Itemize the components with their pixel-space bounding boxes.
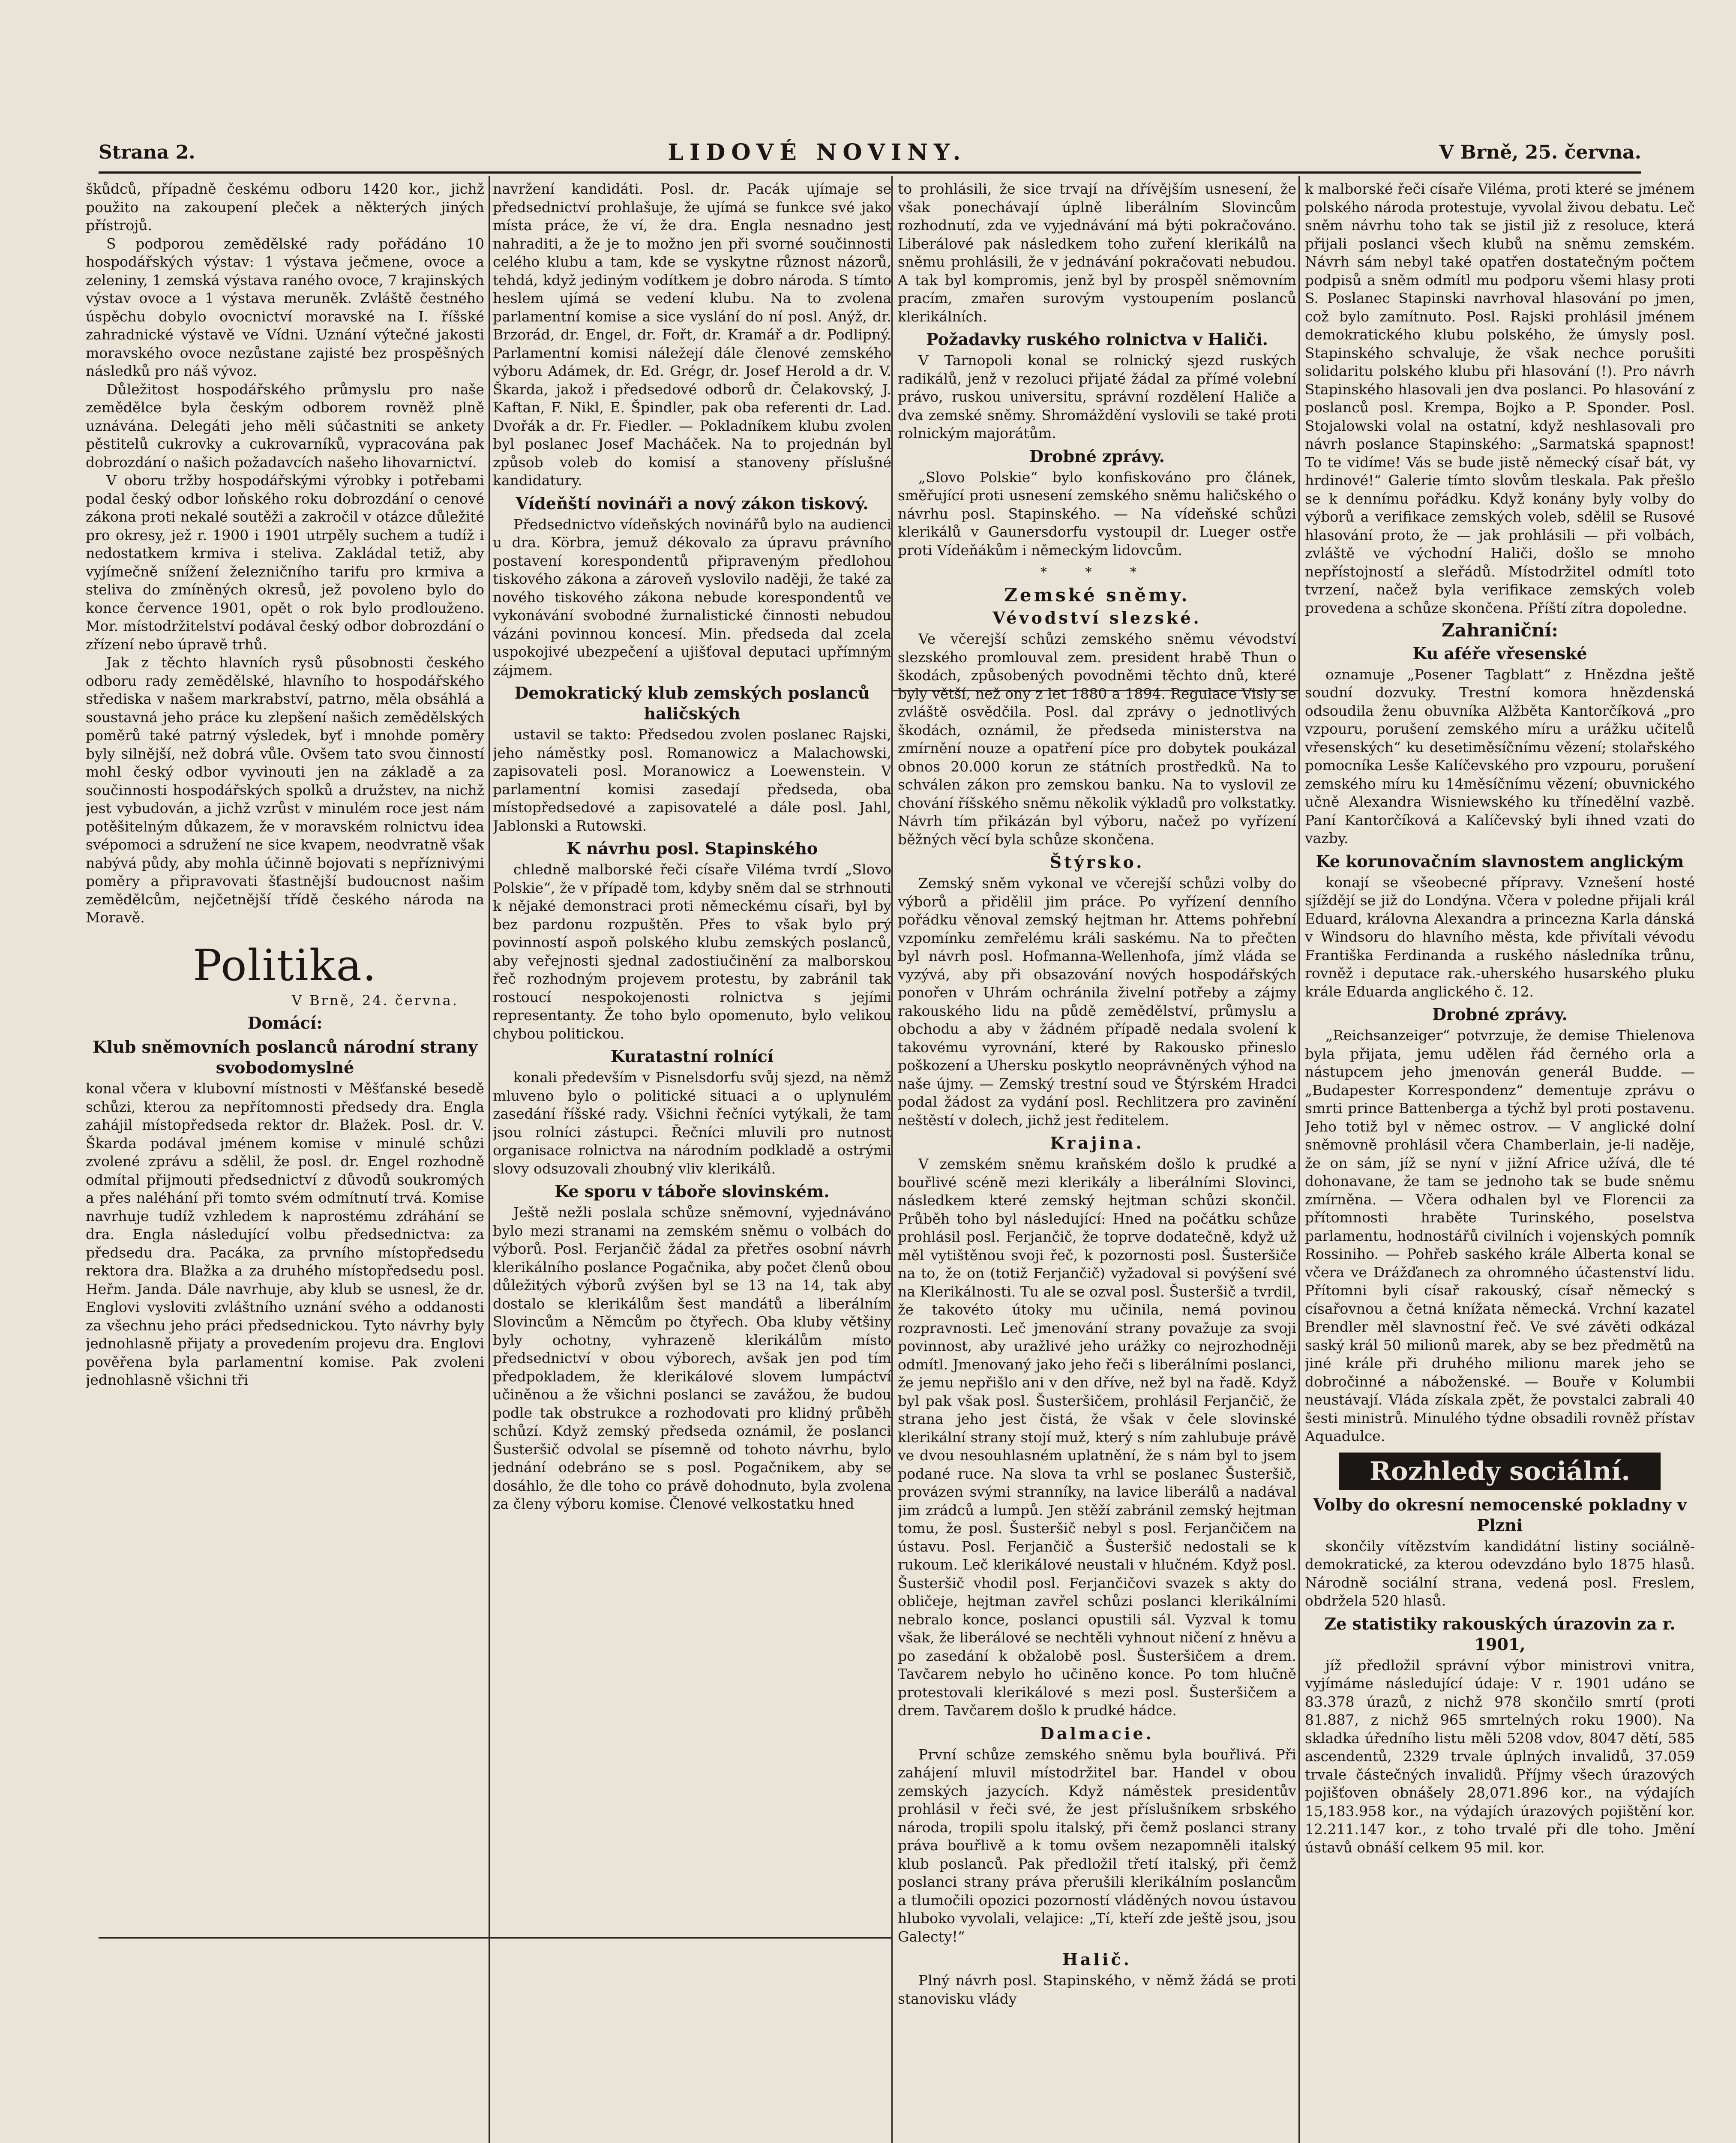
- article-head: K návrhu posl. Stapinského: [566, 839, 818, 858]
- article-head: Demokratický klub zemských poslanců haličských: [514, 683, 870, 723]
- article-head: Ke korunovačním slavnostem anglickým: [1316, 851, 1684, 871]
- article-paragraph: „Slovo Polskie“ bylo konfiskováno pro článek, směřující proti usnesení zemského sněmu haličského o návrhu posl. Stapinského. — Na vídeňské schůzi klerikálů v Gaunersdorfu vystoupil dr. Lueger ostře proti Vídeňákům i německým lidovcům.: [898, 468, 1296, 558]
- article-paragraph: k malborské řeči císaře Viléma, proti které se jménem polského národa protestuje, vyvolal živou debatu. Leč sněm návrhu toho tak se jistil již z resoluce, která přijali poslanci všech klubů na sněmu zemském. Návrh sám nebyl také opatřen dostatečným počtem podpisů a sněm odmítl mu podporu všemi hlasy proti S. Poslanec Stapinski navrhoval hlasování po jmen, což bylo zamítnuto. Posl. Rajski prohlásil jménem demokratického klubu polského, že úmysly posl. Stapinského schvaluje, že však nechce porušiti solidaritu polského klubu při hlasování (!). Pro návrh Stapinského hlasovali jen dva poslanci. Po hlasování z poslanců posl. Krempa, Bojko a P. Sponder. Posl. Stojalowski volal na ostatní, když neshlasovali pro návrh poslance Stapinského: „Sarmatská spapnost! To te vidíme! Vás se bude jistě německý císař bát, vy hrdinové!“ Galerie tímto slovům tleskala. Pak přešlo se k dennímu pořádku. Když konány byly volby do výborů a verifikace zemských voleb, sdělil se Rusové hlasování proto, že — jak prohlásili — při volbách, zvláště ve východní Haliči, došlo se mnoho nepřístojností a sleřádů. Místodržitel odmítl toto tvrzení, načež byla verifikace zemských voleb provedena a schůze skončena. Příští zítra dopoledne.: [1305, 180, 1695, 616]
- article-paragraph: konali především v Pisnelsdorfu svůj sjezd, na němž mluveno bylo o politické situaci a o uplynulém zasedání říšské rady. Všichni řečníci vytýkali, že tam jsou rolníci zástupci. Řečníci mluvili pro nutnost organisace rolnictva na národním podkladě a ostrými slovy odsuzovali zhoubný vliv klerikálů.: [493, 1069, 891, 1177]
- column-4: [1305, 180, 1695, 2143]
- article-head: Vídeňští novináři a nový zákon tiskový.: [516, 493, 869, 513]
- section-title-boxed: Rozhledy sociální.: [1339, 1453, 1661, 1490]
- page-label: Strana 2.: [99, 141, 195, 163]
- article-paragraph: Důležitost hospodářského průmyslu pro naše zemědělce byla českým odborem rovněž plně uznávána. Delegáti jeho měli súčastniti se ankety pěstitelů cukrovky a cukrovarníků, vypracována pak dobrozdání o našich požadavcích našeho lihovarnictví.: [86, 381, 484, 471]
- page-header: [99, 137, 1641, 167]
- article-paragraph: škůdců, případně českému odboru 1420 kor., jichž použito na zakoupení pleček a některých jiných přístrojů.: [86, 180, 484, 234]
- article-paragraph: oznamuje „Posener Tagblatt“ z Hnězdna ještě soudní dozvuky. Trestní komora hnězdenská odsoudila ženu obuvníka Alžběta Kantorčíková „pro vzpouru, porušení zemského míru a urážku učitelů vřesenských“ ku desetiměsíčnímu vězení; stolařského pomocníka Lesše Kalíčevského pro vzpouru, porušení zemského míru ku 14měsíčnímu vězení; obuvnického učně Alexandra Wisniewského ku třínedělní vazbě. Paní Kantorčíková a Kalíčevský byli ihned vzati do vazby.: [1305, 666, 1695, 846]
- article-head: Ku aféře vřesenské: [1412, 643, 1587, 663]
- article-head: Volby do okresní nemocenské pokladny v Plzni: [1313, 1495, 1687, 1535]
- column-rule: [891, 176, 893, 2143]
- column-2: [493, 180, 891, 2143]
- article-head: Štýrsko.: [1049, 852, 1145, 872]
- article-paragraph: konají se všeobecné přípravy. Vznešení hosté sjíždějí se již do Londýna. Včera v poledne přijali král Eduard, královna Alexandra a princezna Karla dánská v Windsoru do hlavního města, kde přivítali vévodu Františka Ferdinanda a ruského následníka trůnu, rovněž i deputace rak.-uherského husarského pluku krále Eduarda anglického č. 12.: [1305, 873, 1695, 1000]
- article-paragraph: V oboru tržby hospodářskými výrobky i potřebami podal český odbor loňského roku dobrozdání o cenové zákona proti nekalé soutěži a zakročil v otázce důležité pro okresy, jež r. 1900 i 1901 utrpěly suchem a tudíž i nedostatkem krmiva i steliva. Zakládal tetiž, aby vyjímečně snížení železničního tarifu pro krmiva a steliva do zmíněných okresů, jež povoleno bylo do konce července 1901, opět o rok bylo prodlouženo. Mor. místodržitelství podával český odbor dobrozdání o zřízení nebo úpravě trhů.: [86, 472, 484, 653]
- article-paragraph: jíž předložil správní výbor ministrovi vnitra, vyjímáme následující údaje: V r. 1901 udáno se 83.378 úrazů, z nichž 978 skončilo smrtí (proti 81.887, z nichž 965 smrtelných roku 1900). Na skladka úředního listu měli 5208 vdov, 8047 dětí, 585 ascendentů, 2329 trvale úplných invalidů, 37.059 trvale částečných invalidů. Příjmy všech úrazových pojišťoven obnášely 28,071.896 kor., na výdajích 15,183.958 kor., na výdajích úrazových pojištění kor. 12.211.147 kor., z toho trvalé při dle toho. Jmění ústavů obnáší celkem 95 mil. kor.: [1305, 1657, 1695, 1856]
- article-paragraph: Předsednictvo vídeňských novinářů bylo na audienci u dra. Körbra, jemuž dékovalo za úpravu právního postavení korespondentů připraveným předlohou tiskového zákona a zároveň vyslovilo naději, že také za nového tiskového zákona nebude korespondentů ve vykonávání svobodné žurnalistické činnosti nebudou vázáni povinnou koncesí. Min. předseda dal zcela uspokojivé ubezpečení a ujišťoval deputaci upřímným zájmem.: [493, 516, 891, 678]
- column-rule: [489, 176, 490, 2143]
- article-head: Vévodství slezské.: [992, 608, 1202, 627]
- column-3: [898, 180, 1296, 2143]
- article-paragraph: První schůze zemského sněmu byla bouřlivá. Při zahájení mluvil místodržitel bar. Handel v obou zemských jazycích. Když náměstek presidentův prohlásil v řeči své, že jest příslušníkem srbského národa, tropili spolu italský, při čemž poslanci strany práva bouřlivě a k tomu ovšem nezapomněli italský klub poslanců. Pak předložil třetí italský, při čemž poslanci strany práva přerušili klerikálním poslancům a tlumočili opozici pozorností vláděných novou ústavou hluboko vyvolali, velajice: „Tí, kteří zde ještě jsou, jsou Galecty!“: [898, 1746, 1296, 1945]
- article-paragraph: to prohlásili, že sice trvají na dřívějším usnesení, že však ponechávají úplně liberálním Slovincům rozhodnutí, zda ve vyjednávání má býti pokračováno. Liberálové pak následkem toho zuření klerikálů na sněmu prohlásili, že v jednávání pokračovati nebudou. A tak byl kompromis, jenž byl by prospěl sněmovním pracím, zmařen surovým vystoupením poslanců klerikálních.: [898, 180, 1296, 325]
- article-paragraph: V Tarnopoli konal se rolnický sjezd ruských radikálů, jenž v rezoluci přijaté žádal za přímé volební právo, ruskou universitu, správní rozdělení Haliče a dva zemské sněmy. Shromáždění vyslovili se také proti rolnickým majorátům.: [898, 352, 1296, 441]
- article-paragraph: V zemském sněmu kraňském došlo k prudké a bouřlivé scéně mezi klerikály a liberálními Slovinci, následkem které zemský hejtman schůzi skončil. Průběh toho byl následující: Hned na počátku schůze prohlásil posl. Ferjančič, že toprve dodatečně, když už měl vytištěnou svoji řeč, k pozornosti posl. Šusteršiče na to, že on (totiž Ferjančič) vyžadoval si povýšení své na Klerikálnosti. Tu ale se ozval posl. Šusteršič a tvrdil, že takovéto útoky mu učinila, nemá povinou rozpravnosti. Leč jmenování strany považuje za svoji povinnost, aby uražlivé jeho urážky co nejrozhodněji odmítl. Jmenovaný jako jeho řeči s liberálními poslanci, že jemu nepřišlo ani v den dříve, než byl na řadě. Když byl pak však posl. Šusteršičem, prohlásil Ferjančič, že strana jeho jest čistá, že však v čele slovinské klerikální strany stojí muž, který s ním zahlubuje právě ve dvou nesouhlasném uplatnění, že s nám byl to jsem podané ruce. Na slova ta vrhl se poslanec Šusteršič, provázen svými stranníky, na lavice liberálů a nadával jim zrádců a lumpů. Jen stěží zabránil zemský hejtman tomu, že posl. Šusteršič nebyl s posl. Ferjančičem na ústavu. Posl. Ferjančič a Šusteršič nedostali se k rukoum. Leč klerikálové neustali v hlučném. Když posl. Šusteršič vhodil posl. Ferjančičovi svazek s akty do obličeje, hejtman zavřel schůzi poslanci klerikálními nebralo konce, poslanci opustili sál. Vyzval k tomu však, že liberálové se nechtěli vyhnout ničení z hněvu a po zasedání k obžalobě posl. Šusteršičem a drem. Tavčarem nebylo ho učiněno konce. Po tom hlučně protestovali klerikálové s mezi posl. Šusteršičem a drem. Tavčarem došlo k prudké hádce.: [898, 1156, 1296, 1719]
- article-head: Drobné zprávy.: [1432, 1005, 1568, 1024]
- subsection-head: Zahraniční:: [1442, 620, 1558, 641]
- article-paragraph: Jak z těchto hlavních rysů působnosti českého odboru rady zemědělské, hlavního to hospodářského střediska v našem markrabství, patrno, měla obsáhlá a soustavná jeho práce ku zlepšení našich zemědělských poměrů také patrný výsledek, byť i mnohde poměry byly silnější, než dobrá vůle. Ovšem tato svou činností mohl český odbor vyvinouti jen na základě a za součinnosti hospodářských spolků a družstev, na nichž jest vybudován, a jichž vzrůst v minulém roce jest nám potěšitelným důkazem, že v moravském rolnictvu idea svépomoci a sdružení ne sice kvapem, neodvratně však nabývá půdy, aby mohla účinně bojovati s nepříznivými poměry a připravovati šťastnější budoucnost našim zemědělcům, nejčetnější třídě českého národa na Moravě.: [86, 654, 484, 926]
- header-rule: [99, 171, 1641, 174]
- article-paragraph: skončily vítězstvím kandidátní listiny sociálně-demokratické, za kterou odevzdáno bylo 1875 hlasů. Národně sociální strana, vedená posl. Freslem, obdržela 520 hlasů.: [1305, 1537, 1695, 1609]
- subsection-head: Domácí:: [247, 1013, 323, 1032]
- article-paragraph: Ve včerejší schůzi zemského sněmu vévodství slezského promlouval zem. president hrabě Thun o škodách, způsobených povodněmi těchto dnů, které byly větší, než ony z let 1880 a 1894. Regulace Visly se zvláště osvědčila. Posl. dal zprávy o jednotlivých škodách, oznámil, že předseda ministerstva na zmírnění nouze a opatření píce pro dobytek poukázal obnos 20.000 korun ze státních prostředků. Na to schválen zákon pro zemskou banku. Na to vyslovil ze chování říšského sněmu několik výkladů pro volkstatky. Návrh tím přikázán byl výboru, načež po vyřízení běžných věcí byla schůze skončena.: [898, 630, 1296, 848]
- article-head: Krajina.: [1050, 1133, 1144, 1153]
- article-paragraph: Ještě nežli poslala schůze sněmovní, vyjednáváno bylo mezi stranami na zemském sněmu o volbách do výborů. Posl. Ferjančič žádal za přetřes osobní návrh klerikálního poslance Pogačnika, aby počet členů obou důležitých výborů zvýšen byl se 13 na 14, tak aby dostalo se klerikálům šest mandátů a liberálním Slovincům a Němcům po čtyřech. Oba kluby většiny byly ochotny, vyhrazeně klerikálům místo předsednictví v obou výborech, avšak jen pod tím předpokladem, že klerikálové slovem lumpáctví učiněnou a že všichni poslanci se zavážou, že budou podle tak obstrukce a rozhodovati pro klidný průběh schůzí. Když zemský předseda oznámil, že poslanci Šusteršič odvolal se písemně od tohoto návrhu, bylo jednání odebráno se s posl. Pogačnikem, aby se dosáhlo, že dle toho co právě dohodnuto, byla zvolena za členy výboru komise. Členové velkostatku hned: [493, 1204, 891, 1512]
- article-head: Klub sněmovních poslanců národní strany svobodomyslné: [92, 1037, 478, 1077]
- separator-stars: * * *: [1040, 565, 1154, 580]
- header-date: V Brně, 25. června.: [1439, 141, 1641, 163]
- article-paragraph: chledně malborské řeči císaře Viléma tvrdí „Slovo Polskie“, že v případě tom, kdyby sněm dal se strhnouti k nějaké demonstraci proti německému císaři, byl by bez pardonu rozpuštěn. Přes to však bylo prý povinností aspoň polského klubu zemských poslanců, aby veřejnosti sjednal zadostiučinění za malborskou řeč rozhodným projevem protestu, by zabránil tak rostoucí nespokojenosti rolnictva s jejími representanty. Že toho bylo opomenuto, bylo velikou chybou politickou.: [493, 861, 891, 1042]
- article-paragraph: S podporou zemědělské rady pořádáno 10 hospodářských výstav: 1 výstava ječmene, ovoce a zeleniny, 1 zemská výstava raného ovoce, 7 krajinských výstav ovoce a 1 výstava meruněk. Zvláště čestného úspěchu dobylo ovocnictví moravské na I. říšské zahradnické výstavě ve Vídni. Uznání výtečné jakosti moravského ovoce nezůstane zajisté bez prospěšných následků pro náš vývoz.: [86, 235, 484, 379]
- article-head: Dalmacie.: [1040, 1723, 1154, 1743]
- article-paragraph: Zemský sněm vykonal ve včerejší schůzi volby do výborů a přidělil jim práce. Po vyřízení denního pořádku věnoval zemský hejtman hr. Attems pohřební vzpomínku zemřelému králi saskému. Na to přečten byl návrh posl. Hofmanna-Wellenhofa, jímž vláda se vyzývá, aby při obsazování nových hospodářských ponořen v Uhrám ochránila živelní potřeby a zájmy rakouského lidu na půdě zemědělství, průmyslu a obchodu a aby v žádném případě nedala svolení k takovému vyrovnání, které by Rakousko přineslo poškození a Uhersku poskytlo neoprávněných výhod na naše újmy. — Zemský trestní soud ve Štýrském Hradci podal žádost za vydání posl. Rechlitzera pro zavinění neštěstí v dolech, jichž jest ředitelem.: [898, 875, 1296, 1129]
- article-paragraph: „Reichsanzeiger“ potvrzuje, že demise Thielenova byla přijata, jemu udělen řád černého orla a nástupcem jeho jmenován generál Budde. — „Budapester Korrespondenz“ dementuje zprávu o smrti prince Battenberga a týchž byl proti postavenu. Jeho totiž byl v němec ostrov. — V anglické dolní sněmovně prohlásil včera Chamberlain, je-li naděje, že on sám, jíž se nyní v jižní Africe užívá, dle té dohonavane, že tam se jednoho tak se bude sněmu zmírněna. — Včera odhalen byl ve Florencii za přítomnosti hraběte Turinského, poselstva parlamentu, hodnostářů civilních i vojenských pomník Rossiniho. — Pohřeb saského krále Alberta konal se včera ve Drážďanech za ohromného účastenství lidu. Přítomni byli císař rakouský, císař německý s císařovnou a četná knížata německá. Vrchní kazatel Brendler měl slavnostní řeč. Ve své závěti odkázal saský král 50 milionů marek, aby se bez předmětů na jiné krále při druhého milionu marek jeho se dobročinné a náboženské. — Bouře v Kolumbii neustávají. Vláda získala zpět, že povstalci zabrali 40 šesti ministrů. Minulého týdne obsadili rovněž přístav Aquadulce.: [1305, 1027, 1695, 1444]
- article-head: Požadavky ruského rolnictva v Haliči.: [926, 330, 1268, 349]
- subsection-head: Zemské sněmy.: [1004, 584, 1190, 606]
- article-head: Halič.: [1062, 1950, 1132, 1969]
- article-head: Ze statistiky rakouských úrazovin za r. 1901,: [1324, 1614, 1676, 1654]
- section-title: Politika.: [193, 940, 377, 990]
- article-paragraph: ustavil se takto: Předsedou zvolen poslanec Rajski, jeho náměstky posl. Romanowicz a Malachowski, zapisovateli posl. Moranowicz a Loewenstein. V parlamentní komisi zasedají předseda, oba místopředsedové a zapisovatelé a dále posl. Jahl, Jablonski a Rutowski.: [493, 726, 891, 834]
- article-head: Drobné zprávy.: [1029, 446, 1165, 466]
- article-paragraph: navržení kandidáti. Posl. dr. Pacák ujímaje se předsednictví prohlašuje, že ujímá se funkce své jako místa práce, že ví, že dra. Engla nesnadno jest nahraditi, a že je to možno jen při svorné součinnosti celého klubu a tam, kde se vyskytne různost názorů, tehdá, když jediným vodítkem je dobro národa. S tímto heslem ujímá se vedení klubu. Na to zvolena parlamentní komise a sice vyslání do ní posl. Anýž, dr. Brzorád, dr. Engel, dr. Fořt, dr. Kramář a dr. Podlipný. Parlamentní komisi náležejí dále členové zemského výboru Adámek, dr. Ed. Grégr, dr. Josef Herold a dr. V. Škarda, jakož i předsedové odborů dr. Čelakovský, J. Kaftan, F. Nikl, E. Špindler, pak oba referenti dr. Lad. Dvořák a dr. Fr. Fiedler. — Pokladníkem klubu zvolen byl poslanec Josef Macháček. Na to projednán byl způsob voleb do komisí a stanoveny příslušné kandidatury.: [493, 180, 891, 489]
- dateline: V Brně, 24. června.: [291, 992, 459, 1008]
- column-1: [86, 180, 484, 2143]
- article-head: Kuratastní rolnící: [610, 1047, 774, 1066]
- article-head: Ke sporu v táboře slovinském.: [555, 1182, 830, 1201]
- article-paragraph: Plný návrh posl. Stapinského, v němž žádá se proti stanovisku vlády: [898, 1972, 1296, 2007]
- article-paragraph: konal včera v klubovní místnosti v Měšťanské besedě schůzi, kterou za nepřítomnosti předsedy dra. Engla zahájil místopředseda rektor dr. Blažek. Posl. dr. V. Škarda podával jménem komise v minulé schůzi zvolené zprávu a sdělil, že posl. dr. Engel rozhodně odmítal přijmouti předsednictví z důvodů soukromých a přes naléhání při tomto svém odmítnutí trvá. Komise navrhuje tudíž vzhledem k naprostému zdráhání se dra. Engla následující volbu předsednictva: za předsedu dra. Pacáka, za prvního místopředsedu rektora dra. Blažka a za druhého místopředsedu posl. Heřm. Janda. Dále navrhuje, aby klub se usnesl, že dr. Englovi vysloviti zvláštního uznání svého a oddanosti za všechnu jeho práci předsednickou. Tyto návrhy byly jednohlasně přijaty a provedením projevu dra. Englovi pověřena byla parlamentní komise. Pak zvoleni jednohlasně všichni tři: [86, 1080, 484, 1388]
- masthead-title: LIDOVÉ NOVINY.: [668, 139, 967, 165]
- column-rule: [1298, 176, 1300, 2143]
